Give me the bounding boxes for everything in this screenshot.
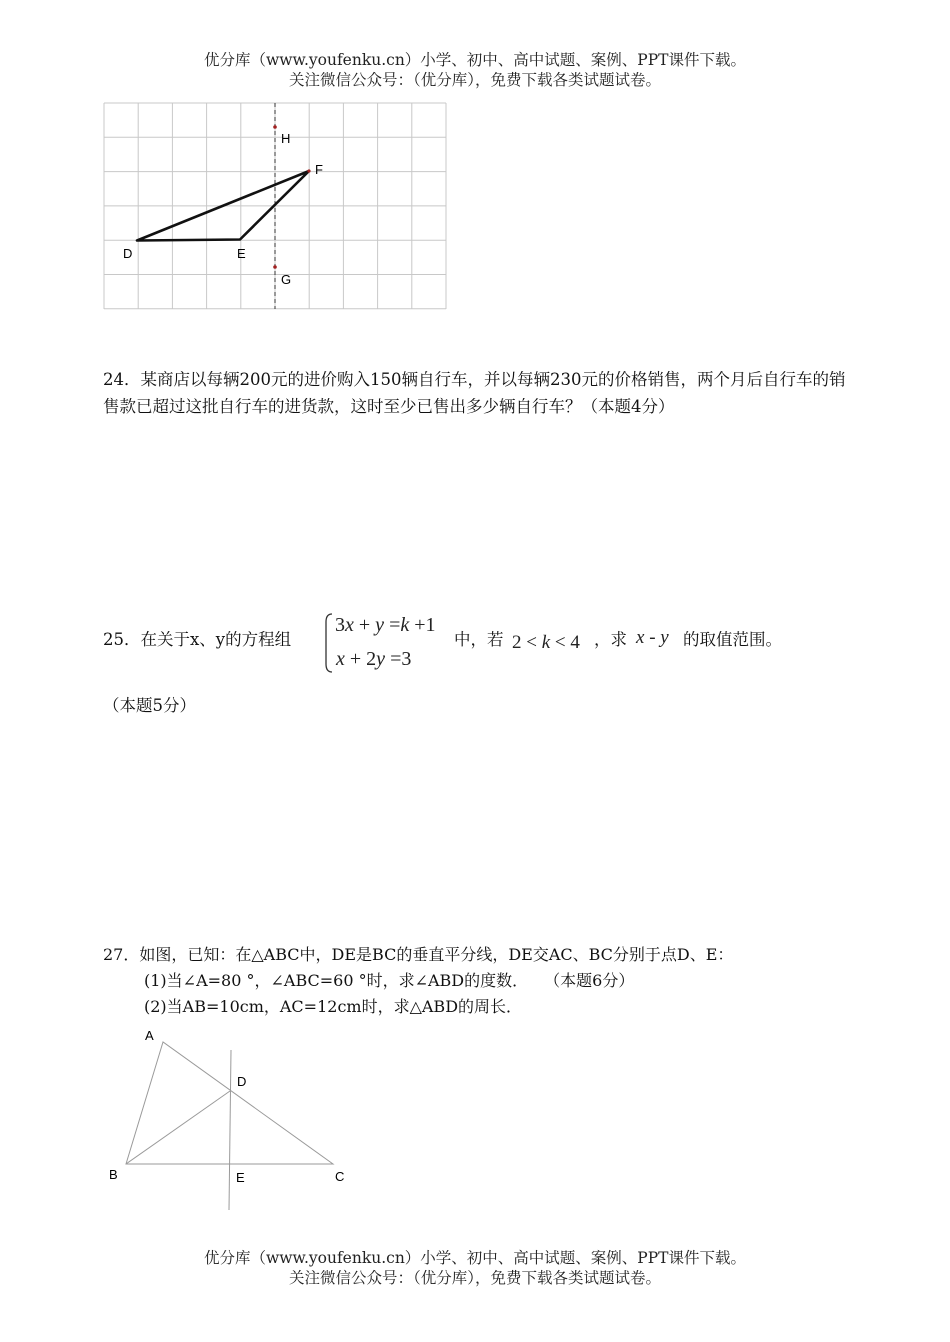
page-footer — [0, 1248, 950, 1288]
label-b: B — [109, 1167, 118, 1182]
label-g: G — [281, 272, 292, 287]
label-h: H — [281, 131, 291, 146]
q25-mid: 中，若 — [454, 630, 504, 649]
q27-line-1: 27．如图，已知：在△ABC中，DE是BC的垂直平分线，DE交AC、BC分别于点D、E： — [103, 945, 734, 964]
segment-bd — [126, 1091, 230, 1164]
header-line-1: 优分库（www.youfenku.cn）小学、初中、高中试题、案例、PPT课件下载。 — [203, 51, 747, 69]
label-c: C — [335, 1169, 345, 1184]
point-g-dot — [273, 265, 277, 269]
triangle-abc-figure — [100, 1022, 360, 1214]
equation-1: 3x + y =k +1 — [335, 614, 436, 636]
x-minus-y-expression: x - y — [636, 627, 669, 648]
label-a: A — [145, 1028, 154, 1043]
point-f-dot — [307, 169, 310, 172]
q25-score: （本题5分） — [103, 696, 196, 715]
q27-part-1: (1)当∠A=80 °，∠ABC=60 °时，求∠ABD的度数． （本题6分） — [144, 971, 635, 990]
q25-after: ，求 — [594, 630, 627, 649]
q25-tail: 的取值范围。 — [683, 630, 782, 649]
label-e: E — [236, 1170, 245, 1185]
perpendicular-bisector-de — [229, 1050, 231, 1210]
label-f: F — [315, 162, 323, 177]
equation-system-brace — [323, 612, 335, 674]
question-24: 24．某商店以每辆200元的进价购入150辆自行车，并以每辆230元的价格销售，两个月后自行车的销售款已超过这批自行车的进货款，这时至少已售出多少辆自行车？（本题4分） — [103, 370, 846, 416]
label-d: D — [237, 1074, 247, 1089]
k-condition: 2 < k < 4 — [512, 632, 580, 653]
q25-intro: 25．在关于x、y的方程组 — [103, 630, 292, 649]
label-d: D — [123, 246, 133, 261]
equation-2: x + 2y =3 — [336, 648, 412, 670]
footer-line-2: 关注微信公众号：（优分库），免费下载各类试题试卷。 — [288, 1269, 661, 1287]
q27-part-2: (2)当AB=10cm，AC=12cm时，求△ABD的周长． — [144, 997, 523, 1016]
header-line-2: 关注微信公众号：（优分库），免费下载各类试题试卷。 — [288, 71, 661, 89]
grid-figure — [100, 100, 452, 315]
page-header — [0, 50, 950, 90]
point-h-dot — [273, 125, 277, 129]
footer-line-1: 优分库（www.youfenku.cn）小学、初中、高中试题、案例、PPT课件下载。 — [203, 1249, 747, 1267]
label-e: E — [237, 246, 246, 261]
